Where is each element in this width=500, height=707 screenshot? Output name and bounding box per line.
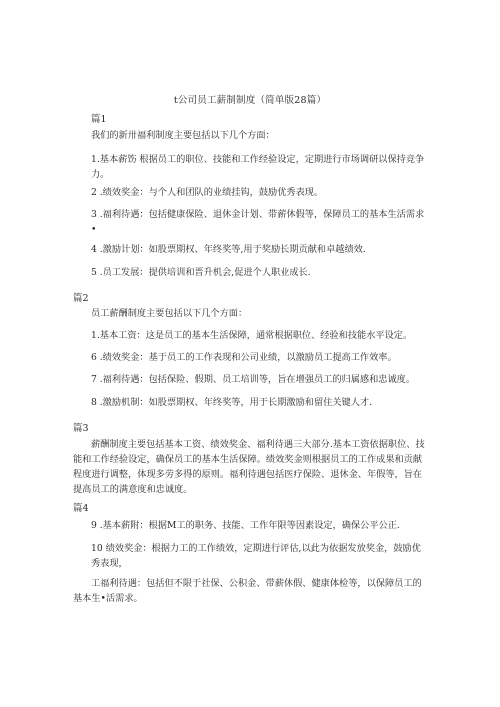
section-heading-1: 篇1 bbox=[91, 114, 107, 125]
section-4-paragraph-2: 10 绩效奖金：根据力工的工作绩效，定期进行评估,以此为依据发放奖金，鼓励优秀表现， bbox=[91, 543, 421, 569]
section-2-paragraph-2: 1.基本工资：这是员工的基本生活保障，通常根据职位、经验和技能水平设定。 bbox=[91, 330, 413, 341]
section-3-paragraph-1: 薪酬制度主要包括基本工资、绩效奖金、福利待遇三大部分.基本工资依据职位、技能和工作经验设定，确保员工的基本生活保障。绩效奖金则根据员工的工作成果和贡献程度进行调整，体现多劳多得的原则。福利待遇包括医疗保险、退休金、年假等，旨在提高员工的满意度和忠诚度。 bbox=[73, 439, 425, 495]
section-1-paragraph-2: 1.基本薪饬 根据员工的职位、技能和工作经验设定，定期进行市场调研以保持竞争力。 bbox=[91, 154, 425, 180]
section-2-paragraph-3: 6 .绩效奖金：基于员工的工作表现和公司业绩，以激励员工提高工作效率。 bbox=[91, 352, 397, 363]
section-4-paragraph-1: 9 .基本薪附：根据M工的职务、技能、工作年限等因素设定，确保公平公正. bbox=[91, 520, 400, 531]
section-2-paragraph-5: 8 .激励机制：如股票期权、年终奖等，用于长期激励和留住关键人才. bbox=[91, 397, 373, 408]
section-heading-3: 篇3 bbox=[73, 423, 89, 434]
section-1-paragraph-6: 5 .员工发展：提供培训和晋升机会,促进个人职业成长. bbox=[91, 267, 311, 278]
section-heading-4: 篇4 bbox=[73, 503, 89, 514]
section-2-paragraph-1: 员工薪酬制度主要包括以下几个方面： bbox=[91, 308, 248, 319]
section-2-paragraph-4: 7 .福利待遇：包括保险、假期、员工培训等，旨在增强员工的归属感和忠诚度。 bbox=[91, 374, 416, 385]
section-heading-2: 篇2 bbox=[73, 293, 89, 304]
section-1-paragraph-5: 4 .激励计划：如股票期权、年终奖等,用于奖励长期贡献和卓越绩效. bbox=[91, 244, 366, 255]
section-1-paragraph-4: 3 .福利待遇：包括健康保险、退休金计划、带薪休假等，保障员工的基本生活需求• bbox=[91, 209, 425, 235]
document-title: t公司员工薪制制度（简单版28篇） bbox=[173, 95, 327, 106]
section-1-paragraph-1: 我们的新卅福利制度主要包括以下几个方面： bbox=[91, 130, 275, 141]
section-4-paragraph-3: 工福利待遇：包括但不限于社保、公积金、带薪休假、健康体检等，以保障员工的基本生•活需求。 bbox=[73, 578, 422, 604]
section-1-paragraph-3: 2 .绩效奖金：与个人和团队的业绩挂钩，鼓励优秀表现。 bbox=[91, 187, 324, 198]
